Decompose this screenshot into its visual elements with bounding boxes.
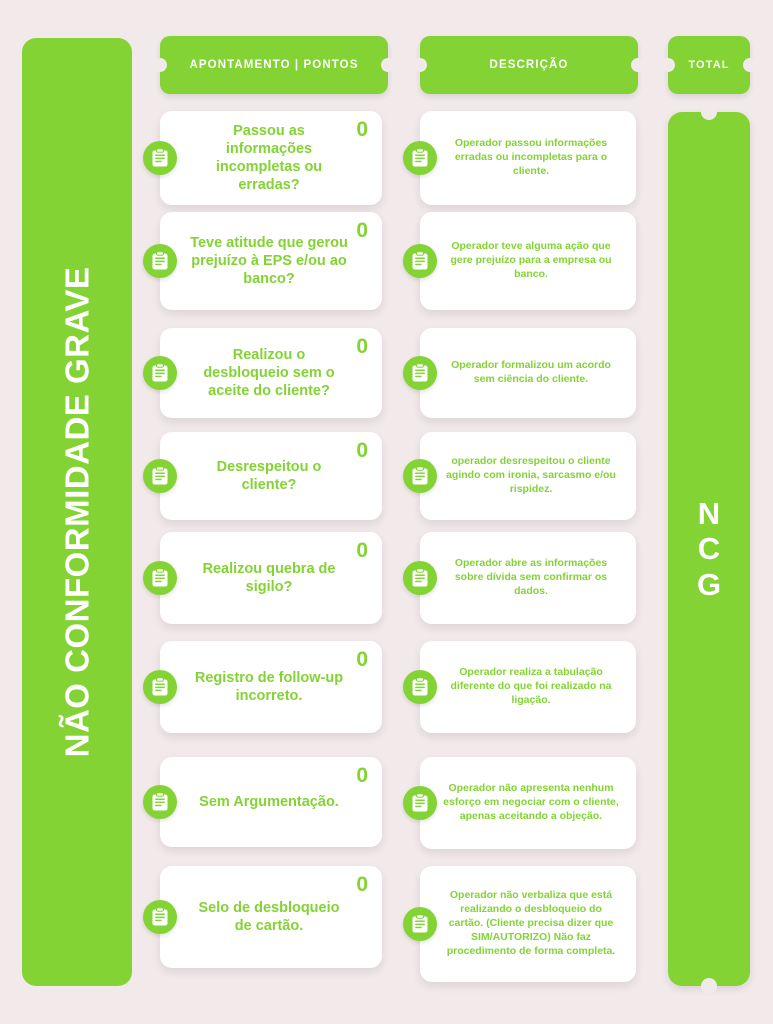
apontamento-card[interactable] xyxy=(160,866,382,968)
apontamento-text: Desrespeitou o cliente? xyxy=(216,458,322,493)
clipboard-icon xyxy=(143,900,177,934)
apontamento-text: Realizou quebra de sigilo? xyxy=(202,560,336,595)
apontamento-card[interactable] xyxy=(160,757,382,847)
clipboard-icon xyxy=(143,459,177,493)
column-header-total: TOTAL xyxy=(668,36,750,94)
apontamento-text: Selo de desbloqueio de cartão. xyxy=(198,899,340,934)
apontamento-text: Sem Argumentação. xyxy=(199,793,339,810)
descricao-text: operador desrespeitou o cliente agindo com ironia, sarcasmo e/ou rispidez. xyxy=(446,455,616,495)
apontamento-text: Registro de follow-up incorreto. xyxy=(194,669,344,704)
apontamento-card[interactable] xyxy=(160,532,382,624)
pontos-value: 0 xyxy=(356,118,368,141)
clipboard-icon xyxy=(143,561,177,595)
descricao-text: Operador passou informações erradas ou incompletas para o cliente. xyxy=(454,137,608,177)
apontamento-text: Realizou o desbloqueio sem o aceite do cliente? xyxy=(203,346,335,400)
descricao-text: Operador formalizou um acordo sem ciência do cliente. xyxy=(451,359,611,385)
pontos-value: 0 xyxy=(356,764,368,787)
descricao-card[interactable] xyxy=(420,212,636,310)
pontos-value: 0 xyxy=(356,648,368,671)
clipboard-icon xyxy=(403,907,437,941)
clipboard-icon xyxy=(403,141,437,175)
clipboard-icon xyxy=(403,459,437,493)
column-header-apontamento: APONTAMENTO | PONTOS xyxy=(160,36,388,94)
clipboard-icon xyxy=(143,141,177,175)
clipboard-icon xyxy=(403,561,437,595)
category-banner xyxy=(22,38,132,986)
pontos-value: 0 xyxy=(356,539,368,562)
total-column-letters xyxy=(697,496,721,603)
clipboard-icon xyxy=(143,785,177,819)
apontamento-card[interactable] xyxy=(160,641,382,733)
pontos-value: 0 xyxy=(356,873,368,896)
descricao-text: Operador abre as informações sobre dívida sem confirmar os dados. xyxy=(454,557,608,597)
total-letter-c: C xyxy=(697,531,721,567)
pontos-value: 0 xyxy=(356,335,368,358)
total-column xyxy=(668,112,750,986)
clipboard-icon xyxy=(143,244,177,278)
apontamento-text: Teve atitude que gerou prejuízo à EPS e/ou ao banco? xyxy=(190,234,348,288)
apontamento-card[interactable] xyxy=(160,432,382,520)
descricao-card[interactable] xyxy=(420,641,636,733)
descricao-text: Operador teve alguma ação que gere prejuízo para a empresa ou banco. xyxy=(450,240,612,280)
clipboard-icon xyxy=(403,356,437,390)
apontamento-text: Passou as informações incompletas ou erradas? xyxy=(215,122,323,194)
total-letter-n: N xyxy=(697,495,721,531)
clipboard-icon xyxy=(403,786,437,820)
clipboard-icon xyxy=(143,356,177,390)
pontos-value: 0 xyxy=(356,439,368,462)
descricao-card[interactable] xyxy=(420,866,636,982)
descricao-text: Operador não verbaliza que está realizando o desbloqueio do cartão. (Cliente precisa dizer que SIM/AUTORIZO) Não faz procedimento de forma completa. xyxy=(446,889,616,957)
apontamento-card[interactable] xyxy=(160,111,382,205)
clipboard-icon xyxy=(143,670,177,704)
apontamento-card[interactable] xyxy=(160,212,382,310)
pontos-value: 0 xyxy=(356,219,368,242)
descricao-card[interactable] xyxy=(420,328,636,418)
descricao-card[interactable] xyxy=(420,111,636,205)
descricao-text: Operador realiza a tabulação diferente do que foi realizado na ligação. xyxy=(450,666,612,706)
category-banner-label: NÃO CONFORMIDADE GRAVE xyxy=(58,266,96,758)
apontamento-card[interactable] xyxy=(160,328,382,418)
descricao-card[interactable] xyxy=(420,432,636,520)
descricao-card[interactable] xyxy=(420,532,636,624)
clipboard-icon xyxy=(403,244,437,278)
total-letter-g: G xyxy=(696,566,722,602)
clipboard-icon xyxy=(403,670,437,704)
descricao-text: Operador não apresenta nenhum esforço em negociar com o cliente, apenas aceitando a objeção. xyxy=(443,782,619,822)
column-header-descricao: DESCRIÇÃO xyxy=(420,36,638,94)
descricao-card[interactable] xyxy=(420,757,636,849)
